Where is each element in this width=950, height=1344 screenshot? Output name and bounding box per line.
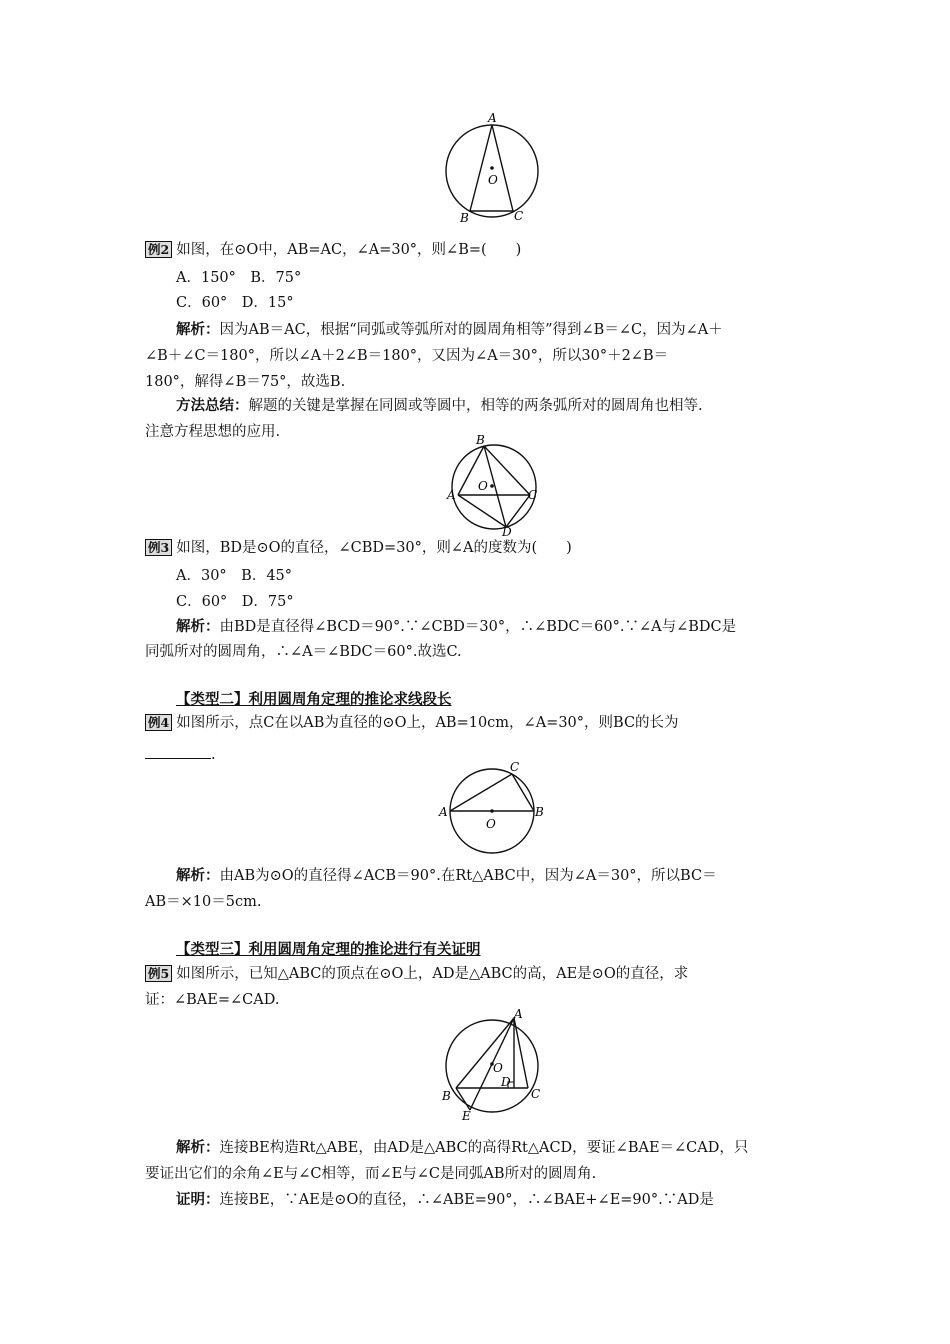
ex4-question: [145, 713, 679, 733]
ex3-question: [145, 538, 572, 558]
label-d: D: [502, 525, 512, 536]
ex2-options-cd: C．60° D．15°: [176, 295, 294, 311]
question-text: 如图，BD是⊙O的直径，∠CBD=30°，则∠A的度数为( ): [176, 540, 572, 556]
solution-label: 解析：: [176, 867, 220, 884]
ex3-options-ab: A．30° B．45°: [176, 568, 293, 584]
figure-circle-diameter-bd: [444, 432, 548, 536]
label-c: C: [528, 488, 538, 502]
label-a: A: [447, 488, 456, 502]
example-badge: 例4: [145, 714, 172, 731]
solution-text: 由BD是直径得∠BCD＝90°.∵∠CBD＝30°，∴∠BDC＝60°.∵∠A与∠BDC是: [219, 619, 737, 635]
ex5-proof-line1: [176, 1190, 714, 1210]
ex4-solution-line2: AB＝×10＝5cm.: [145, 894, 262, 910]
example-badge: 例3: [145, 539, 172, 556]
ex3-solution-line2: 同弧所对的圆周角，∴∠A＝∠BDC＝60°.故选C.: [145, 644, 462, 660]
section-heading-type3: 【类型三】利用圆周角定理的推论进行有关证明: [176, 941, 481, 958]
solution-text: 因为AB＝AC，根据“同弧或等弧所对的圆周角相等”得到∠B＝∠C，因为∠A＋: [219, 322, 723, 338]
example-badge: 例5: [145, 965, 172, 982]
label-b: B: [535, 805, 544, 819]
label-o: O: [488, 173, 498, 187]
circle-o: [446, 125, 538, 217]
label-b: B: [442, 1089, 451, 1103]
proof-text: 连接BE，∵AE是⊙O的直径，∴∠ABE=90°，∴∠BAE+∠E=90°.∵AD是: [219, 1192, 714, 1208]
ex5-solution-line1: [176, 1138, 748, 1158]
answer-blank: [145, 744, 211, 759]
ex3-solution-line1: [176, 617, 736, 637]
method-text: 解题的关键是掌握在同圆或等圆中，相等的两条弧所对的圆周角也相等.: [248, 398, 703, 414]
solution-label: 解析：: [176, 618, 220, 635]
label-e: E: [462, 1109, 471, 1122]
figure-circle-diameter-ab: [436, 758, 550, 856]
solution-label: 解析：: [176, 321, 220, 338]
label-o: O: [478, 479, 488, 493]
tail-text: .: [211, 747, 216, 763]
question-text: 如图所示，已知△ABC的顶点在⊙O上，AD是△ABC的高，AE是⊙O的直径，求: [176, 966, 689, 982]
question-text: 如图，在⊙O中，AB=AC，∠A=30°，则∠B=( ): [176, 242, 522, 258]
ex4-answer-blank: [145, 744, 216, 765]
solution-text: 连接BE构造Rt△ABE，由AD是△ABC的高得Rt△ACD，要证∠BAE＝∠CAD，只: [219, 1140, 749, 1156]
ex2-solution-line1: [176, 320, 723, 340]
label-c: C: [531, 1087, 541, 1101]
section-heading-type2: 【类型二】利用圆周角定理的推论求线段长: [176, 691, 452, 708]
ex2-options-ab: A．150° B．75°: [176, 270, 302, 286]
ex2-method-line2: 注意方程思想的应用.: [145, 424, 281, 440]
figure-circle-isosceles: [440, 108, 550, 226]
ex5-solution-line2: 要证出它们的余角∠E与∠C相等，而∠E与∠C是同弧AB所对的圆周角.: [145, 1166, 597, 1182]
label-a: A: [488, 111, 497, 125]
proof-label: 证明：: [176, 1191, 220, 1208]
label-a: A: [514, 1007, 523, 1021]
ex2-question: [145, 240, 521, 260]
question-text: 如图所示，点C在以AB为直径的⊙O上，AB=10cm，∠A=30°，则BC的长为: [176, 715, 679, 731]
ex5-question-line2: 证：∠BAE=∠CAD.: [145, 992, 280, 1008]
ex2-solution-line2: ∠B＋∠C＝180°，所以∠A＋2∠B＝180°，又因为∠A＝30°，所以30°＋2∠B＝: [145, 348, 669, 364]
label-b: B: [460, 211, 469, 225]
ex2-method-line1: [176, 396, 703, 416]
solution-text: 由AB为⊙O的直径得∠ACB＝90°.在Rt△ABC中，因为∠A＝30°，所以BC＝: [219, 868, 717, 884]
label-c: C: [510, 760, 520, 774]
label-b: B: [476, 433, 485, 447]
label-c: C: [514, 209, 524, 223]
label-o: O: [486, 817, 496, 831]
center-point: [490, 166, 494, 170]
label-o: O: [493, 1061, 503, 1075]
label-d: D: [501, 1075, 511, 1089]
ex3-options-cd: C．60° D．75°: [176, 594, 294, 610]
method-label: 方法总结：: [176, 397, 249, 414]
solution-label: 解析：: [176, 1139, 220, 1156]
example-badge: 例2: [145, 241, 172, 258]
ex2-solution-line3: 180°，解得∠B＝75°，故选B.: [145, 374, 346, 390]
ex5-question-line1: [145, 964, 688, 984]
ex4-solution-line1: [176, 866, 717, 886]
figure-circle-triangle-altitude: [436, 1006, 552, 1122]
label-a: A: [439, 805, 448, 819]
